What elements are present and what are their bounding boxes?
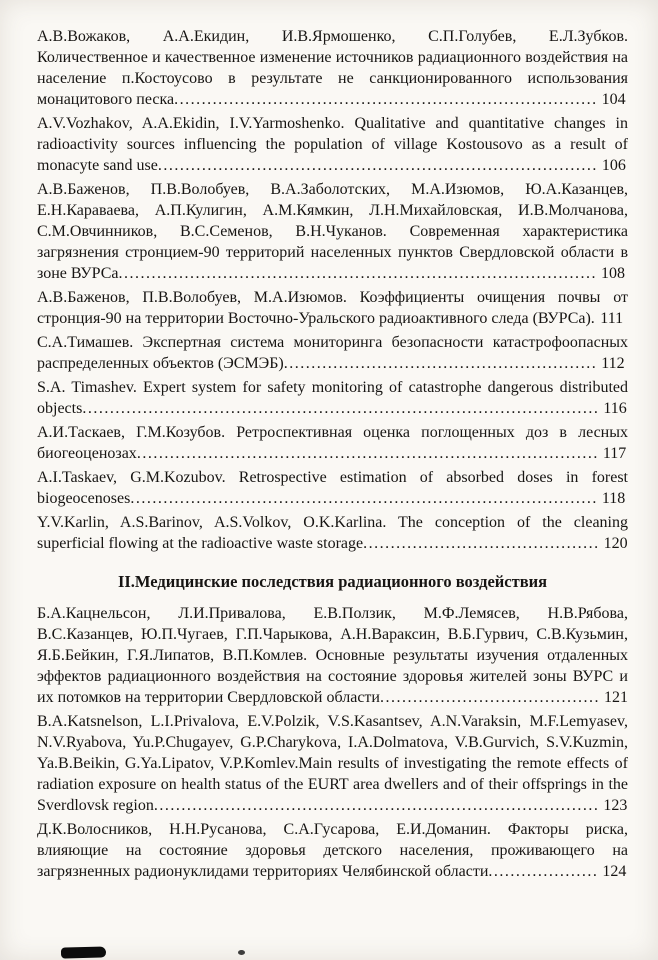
- toc-entry-text: А.В.Баженов, П.В.Волобуев, М.А.Изюмов. Коэффициенты очищения почвы от стронция-90 на территории Восточно-Уральского радиоактивного следа (ВУРСа): [37, 289, 628, 327]
- dot-leader: ....................................................................................: [136, 445, 599, 462]
- page-number: 104: [601, 91, 626, 108]
- scan-artifact: [61, 946, 106, 958]
- toc-entry-text: Y.V.Karlin, A.S.Barinov, A.S.Volkov, O.K.Karlina. The conception of the cleaning superficial flowing at the radioactive waste storage: [37, 514, 628, 552]
- toc-entry: [37, 179, 628, 284]
- dot-leader: ....................: [488, 863, 599, 880]
- toc-entry: [37, 113, 628, 176]
- dot-leader: .......................................................................................: [118, 265, 597, 282]
- page-number: 120: [603, 535, 628, 552]
- page-number: 106: [601, 157, 626, 174]
- toc-entry-text: B.A.Katsnelson, L.I.Privalova, E.V.Polzik, V.S.Kasantsev, A.N.Varaksin, M.F.Lemyasev, N.V.Ryabova, Yu.P.Chugayev, G.P.Charykova, I.A.Dolmatova, V.B.Gurvich, S.V.Kuzmin, Ya.B.Beikin, G.Ya.Lipatov, V.P.Komlev.Main results of investigating the remote effects of radiation exposure on health status of the EURT area dwellers and of their offsprings in the Sverdlovsk region: [37, 713, 628, 814]
- toc-entry-text: А.И.Таскаев, Г.М.Козубов. Ретроспективная оценка поглощенных доз в лесных биогеоценозах: [37, 424, 628, 462]
- toc-entry: [37, 819, 628, 882]
- toc-part-1: [37, 26, 628, 554]
- toc-entry: [37, 422, 628, 464]
- section-heading: II.Медицинские последствия радиационного воздействия: [117, 572, 548, 591]
- dot-leader: ................................................................................: [157, 157, 598, 174]
- page-number: 118: [601, 490, 626, 507]
- toc-entry-text: С.А.Тимашев. Экспертная система мониторинга безопасности катастрофоопасных распределенных объектов (ЭСМЭБ): [37, 334, 628, 372]
- toc-entry: [37, 287, 628, 329]
- dot-leader: ........................................: [379, 689, 600, 706]
- dot-leader: .............................................................................: [174, 91, 598, 108]
- page-number: 112: [601, 355, 625, 372]
- toc-entry: [37, 377, 628, 419]
- dot-leader: .........................................................: [283, 355, 598, 372]
- toc-entry-text: А.В.Баженов, П.В.Волобуев, В.А.Заболотских, М.А.Изюмов, Ю.А.Казанцев, Е.Н.Караваева, А.П.Кулигин, А.М.Кямкин, Л.Н.Михайловская, И.В.Молчанова, С.М.Овчинников, В.С.Семенов, В.Н.Чуканов. Современная характеристика загрязнения стронцием-90 территорий населенных пунктов Свердловской области в зоне ВУРСа: [37, 181, 628, 282]
- page-number: 123: [603, 797, 628, 814]
- toc-entry: [37, 603, 628, 708]
- dot-leader: ...........................................: [363, 535, 600, 552]
- toc-entry: [37, 512, 628, 554]
- toc-entry-text: A.I.Taskaev, G.M.Kozubov. Retrospective estimation of absorbed doses in forest biogeocenoses: [37, 469, 628, 507]
- toc-part-2: [37, 603, 628, 882]
- page-number: 111: [600, 310, 624, 327]
- toc-entry-text: S.A. Timashev. Expert system for safety monitoring of catastrophe dangerous distributed objects: [37, 379, 628, 417]
- toc-entry: [37, 467, 628, 509]
- page-number: 121: [603, 689, 628, 706]
- dot-leader: ..............................................................................................: [82, 400, 600, 417]
- page-number: 124: [602, 863, 627, 880]
- scan-artifact: [238, 950, 245, 955]
- toc-entry: [37, 711, 628, 816]
- dot-leader: .: [590, 310, 597, 327]
- toc-entry-text: Б.А.Кацнельсон, Л.И.Привалова, Е.В.Ползик, М.Ф.Лемясев, Н.В.Рябова, В.С.Казанцев, Ю.П.Чугаев, Г.П.Чарыкова, А.Н.Вараксин, В.Б.Гурвич, С.В.Кузьмин, Я.Б.Бейкин, Г.Я.Липатов, В.П.Комлев. Основные результаты изучения отдаленных эффектов радиационного воздействия на состояние здоровья жителей зоны ВУРС и их потомков на территории Свердловской области: [37, 605, 628, 706]
- toc-entry: [37, 26, 628, 110]
- toc-entry: [37, 332, 628, 374]
- toc-entry-text: А.В.Вожаков, А.А.Екидин, И.В.Ярмошенко, С.П.Голубев, Е.Л.Зубков. Количественное и качественное изменение источников радиационного воздействия на население п.Костоусово в результате не санкционированного использования монацитового песка: [37, 28, 628, 108]
- page-number: 117: [602, 445, 627, 462]
- toc-entry-text: Д.К.Волосников, Н.Н.Русанова, С.А.Гусарова, Е.И.Доманин. Факторы риска, влияющие на состояние здоровья детского населения, проживающего на загрязненных радионуклидами территориях Челябинской области: [37, 821, 628, 880]
- toc-entry-text: A.V.Vozhakov, A.A.Ekidin, I.V.Yarmoshenko. Qualitative and quantitative changes in radioactivity sources influencing the population of village Kostousovo as a result of monacyte sand use: [37, 115, 628, 174]
- page-number: 108: [600, 265, 625, 282]
- dot-leader: .................................................................................: [153, 797, 600, 814]
- page-number: 116: [603, 400, 627, 417]
- dot-leader: .....................................................................................: [130, 490, 598, 507]
